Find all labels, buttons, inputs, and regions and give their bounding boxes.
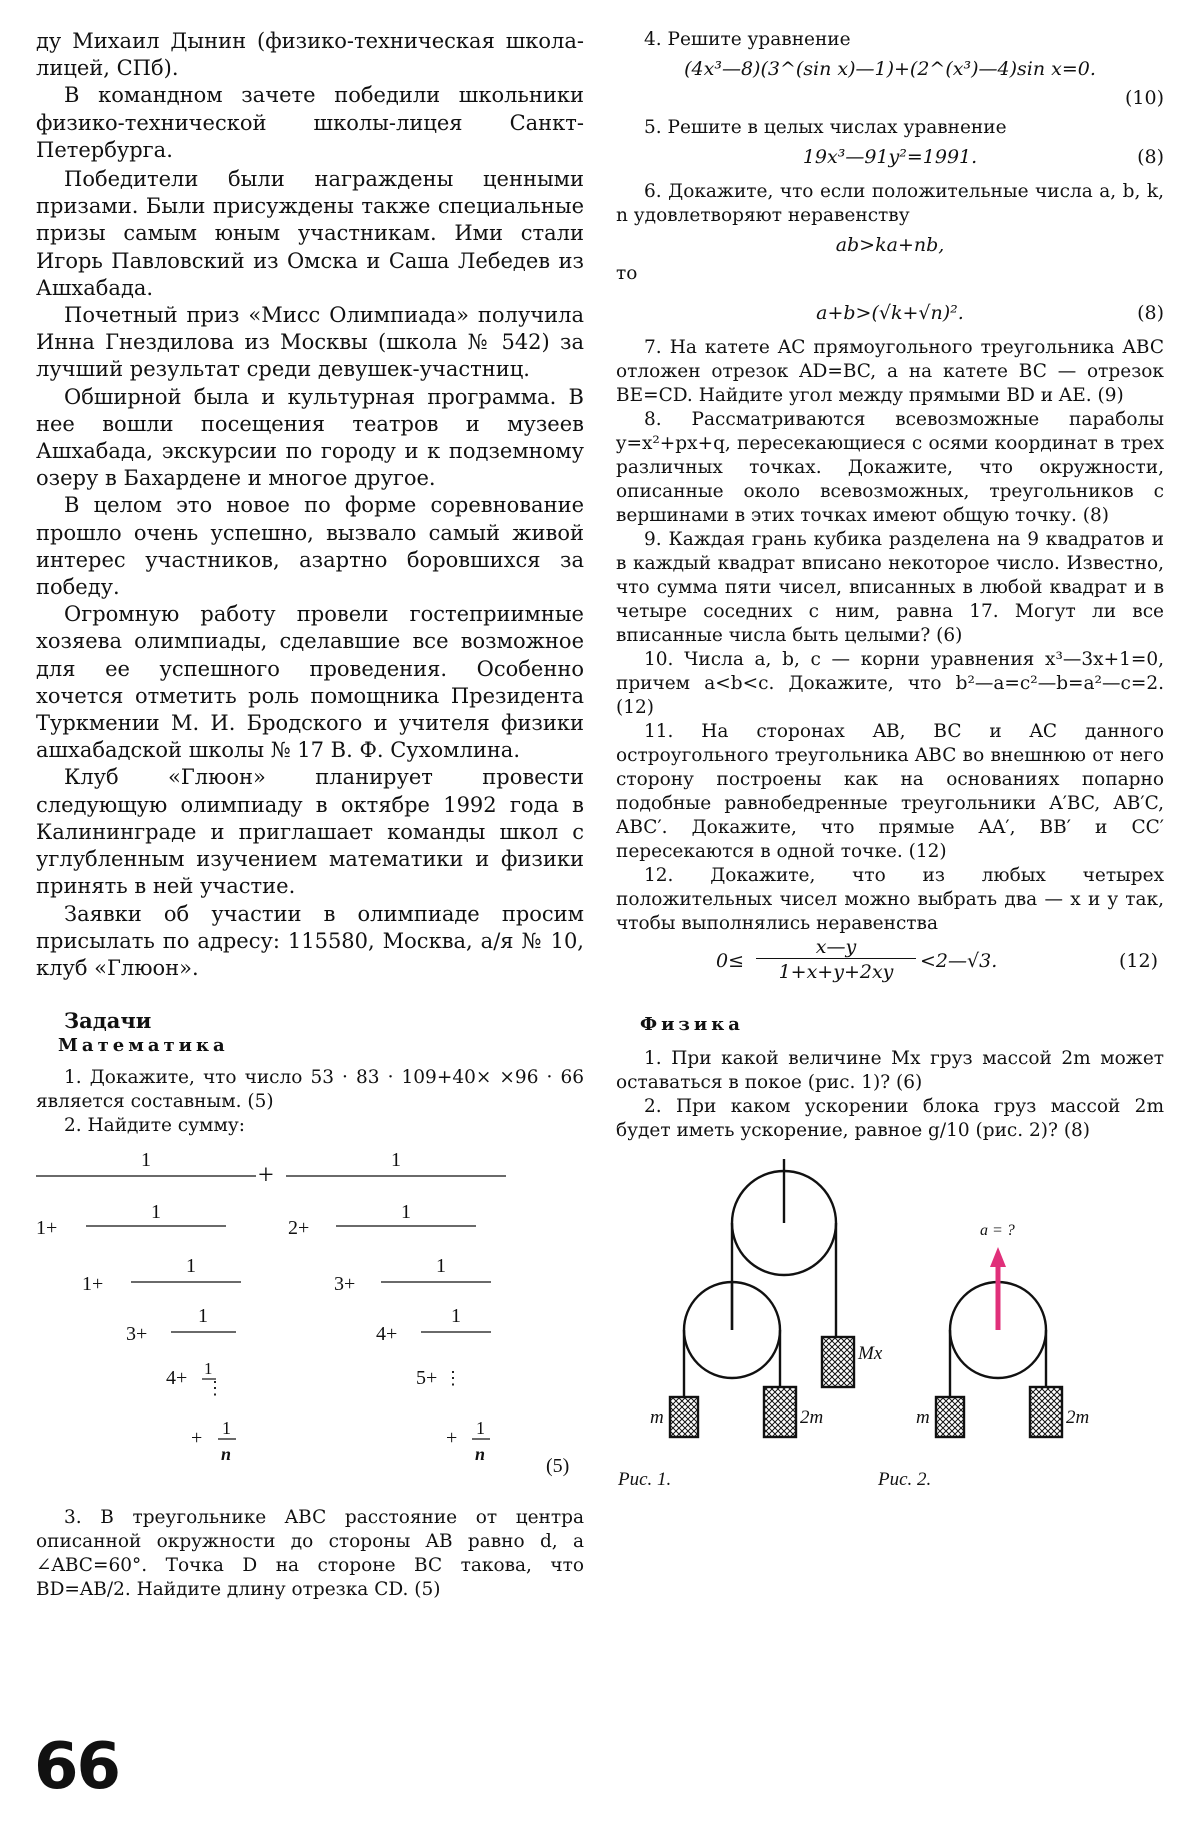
frac-one: 1 [391,1149,401,1172]
tasks-heading: Задачи [64,1008,152,1034]
frac-term: 4+ [166,1367,188,1390]
continued-fraction-sum [36,1138,584,1478]
task-8: 8. Рассматриваются всевозможные параболы y=x²+px+q, пересекающиеся с осями координат в трех различных точках. Докажите, что окружности, описанные около всевозможных, треугольников с вершинами в этих точках имеют общую точку. (8) [616,409,1164,526]
paragraph: Обширной была и культурная программа. В нее вошли посещения театров и музеев Ашхабада, экскурсии по городу и к подземному озеру в Бахардене и многое другое. [36,384,584,491]
paragraph: Огромную работу провели гостеприимные хозяева олимпиады, сделавшие все возможное для ее успешного проведения. Особенно хочется отметить роль помощника Президента Туркмении М. И. Бродского и учителя физики ашхабадской школы № 17 В. Ф. Сухомлина. [36,602,584,763]
frac-term: 3+ [126,1323,148,1346]
frac-term: 1+ [36,1217,58,1240]
label-mx: Mx [858,1343,883,1364]
paragraph: Заявки об участии в олимпиаде просим присылать по адресу: 115580, Москва, а/я № 10, клуб «Глюон». [36,901,584,980]
frac-one: 1 [401,1201,411,1224]
frac-one: 1 [141,1149,151,1172]
frac-term: 2+ [288,1217,310,1240]
mass-2m-fig2 [1030,1387,1062,1437]
task-12-inequality: 0≤ x—y 1+x+y+2xy <2—√3. (12) [716,936,1158,983]
left-column [36,28,584,1602]
mass-m-fig1 [670,1397,698,1437]
frac-plus: + [191,1427,203,1450]
task-5-equation: 19x³—91y²=1991. (8) [616,140,1164,174]
mass-mx [822,1337,854,1387]
task-6-to: то [616,263,638,284]
frac-term: 3+ [334,1273,356,1296]
task-2: 2. Найдите сумму: [64,1115,245,1137]
task-4-score: (10) [1124,87,1164,109]
task-12: 12. Докажите, что из любых четырех положительных чисел можно выбрать два — x и y так, чтобы выполнялись неравенства [616,865,1164,934]
label-2m: 2m [1066,1407,1090,1428]
task-11: 11. На сторонах AB, BC и AC данного остроугольного треугольника ABC во внешнюю от него сторону построены как на основаниях попарно подобные равнобедренные треугольники A′BC, AB′C, ABC′. Докажите, что прямые AA′, BB′ и CC′ пересекаются в одной точке. (12) [616,721,1164,862]
right-column [616,28,1164,1495]
frac-one: 1 [204,1359,213,1379]
paragraph: Почетный приз «Мисс Олимпиада» получила Инна Гнездилова из Москвы (школа № 542) за лучший результат среди девушек-участниц. [36,303,584,382]
frac-term: 1+ [82,1273,104,1296]
physics-task-2: 2. При каком ускорении блока груз массой 2m будет иметь ускорение, равное g/10 (рис. 2)? (8) [616,1096,1164,1141]
task-2-score: (5) [546,1455,570,1478]
task-4-equation: (4x³—8)(3^(sin x)—1)+(2^(x³)—4)sin x=0. [684,58,1096,80]
frac-one: 1 [151,1201,161,1224]
frac-n: n [221,1444,232,1465]
label-a: a = ? [980,1222,1015,1239]
sum-plus: + [258,1160,274,1192]
caption-fig2: Рис. 2. [878,1469,932,1490]
svg-text:⋮: ⋮ [206,1378,224,1399]
physics-heading: Физика [640,1014,744,1035]
paragraph: В командном зачете победили школьники физико-технической школы-лицея Санкт-Петербурга. [36,83,584,162]
task-6-equation-2: a+b>(√k+√n)². (8) [616,296,1164,330]
paragraph: Клуб «Глюон» планирует провести следующую олимпиаду в октябре 1992 года в Калининграде и приглашает команды школ с углубленным изучением математики и физики принять в ней участие. [36,765,584,899]
task-7: 7. На катете AC прямоугольного треугольника ABC отложен отрезок AD=BC, а на катете BC — отрезок BE=CD. Найдите угол между прямыми BD и AE. (9) [616,337,1164,406]
physics-task-1: 1. При какой величине Mx груз массой 2m может оставаться в покое (рис. 1)? (6) [616,1048,1164,1093]
frac-term: 5+ [416,1367,438,1390]
paragraph: ду Михаил Дынин (физико-техническая школа-лицей, СПб). [36,29,584,81]
task-5-score: (8) [1137,146,1164,168]
page-number: 66 [34,1730,120,1804]
task-6: 6. Докажите, что если положительные числа a, b, k, n удовлетворяют неравенству [616,181,1164,226]
frac-one: 1 [436,1255,446,1278]
physics-figures [616,1155,1164,1495]
task-4: 4. Решите уравнение [644,29,851,50]
task-1: 1. Докажите, что число 53 · 83 · 109+40× ×96 · 66 является составным. (5) [36,1067,584,1113]
label-2m: 2m [800,1407,824,1428]
frac-one: 1 [451,1305,461,1328]
label-m: m [916,1407,930,1428]
task-9: 9. Каждая грань кубика разделена на 9 квадратов и в каждый квадрат вписано некоторое число. Известно, что сумма пяти чисел, вписанных в любой квадрат и в четыре соседних с ним, равна 17. Могут ли все вписанные числа быть целыми? (6) [616,529,1164,646]
svg-text:⋮: ⋮ [444,1368,462,1389]
task-6-score: (8) [1137,302,1164,324]
task-5: 5. Решите в целых числах уравнение [644,117,1007,138]
label-m: m [650,1407,664,1428]
paragraph: В целом это новое по форме соревнование прошло очень успешно, вызвало самый живой интерес участников, азартно боровшихся за победу. [36,493,584,600]
frac-one: 1 [476,1418,485,1439]
frac-one: 1 [186,1255,196,1278]
task-6-equation-1: ab>ka+nb, [835,234,945,256]
frac-one: 1 [198,1305,208,1328]
frac-one: 1 [222,1418,231,1439]
paragraph: Победители были награждены ценными призами. Были присуждены также специальные призы самым юным участникам. Ими стали Игорь Павловский из Омска и Саша Лебедев из Ашхабада. [36,167,584,300]
mass-2m-fig1 [764,1387,796,1437]
frac-n: n [475,1444,486,1465]
frac-term: 4+ [376,1323,398,1346]
task-10: 10. Числа a, b, c — корни уравнения x³—3x+1=0, причем a<b<c. Докажите, что b²—a=c²—b=a²—c=2. (12) [616,649,1164,718]
mass-m-fig2 [936,1397,964,1437]
acceleration-arrow [990,1247,1006,1330]
task-3: 3. В треугольнике ABC расстояние от центра описанной окружности до стороны AB равно d, а ∠ABC=60°. Точка D на стороне BC такова, что BD=AB/2. Найдите длину отрезка CD. (5) [36,1507,584,1601]
caption-fig1: Рис. 1. [618,1469,672,1490]
frac-plus: + [446,1427,458,1450]
task-12-score: (12) [1118,950,1158,972]
math-heading: Математика [58,1035,229,1057]
